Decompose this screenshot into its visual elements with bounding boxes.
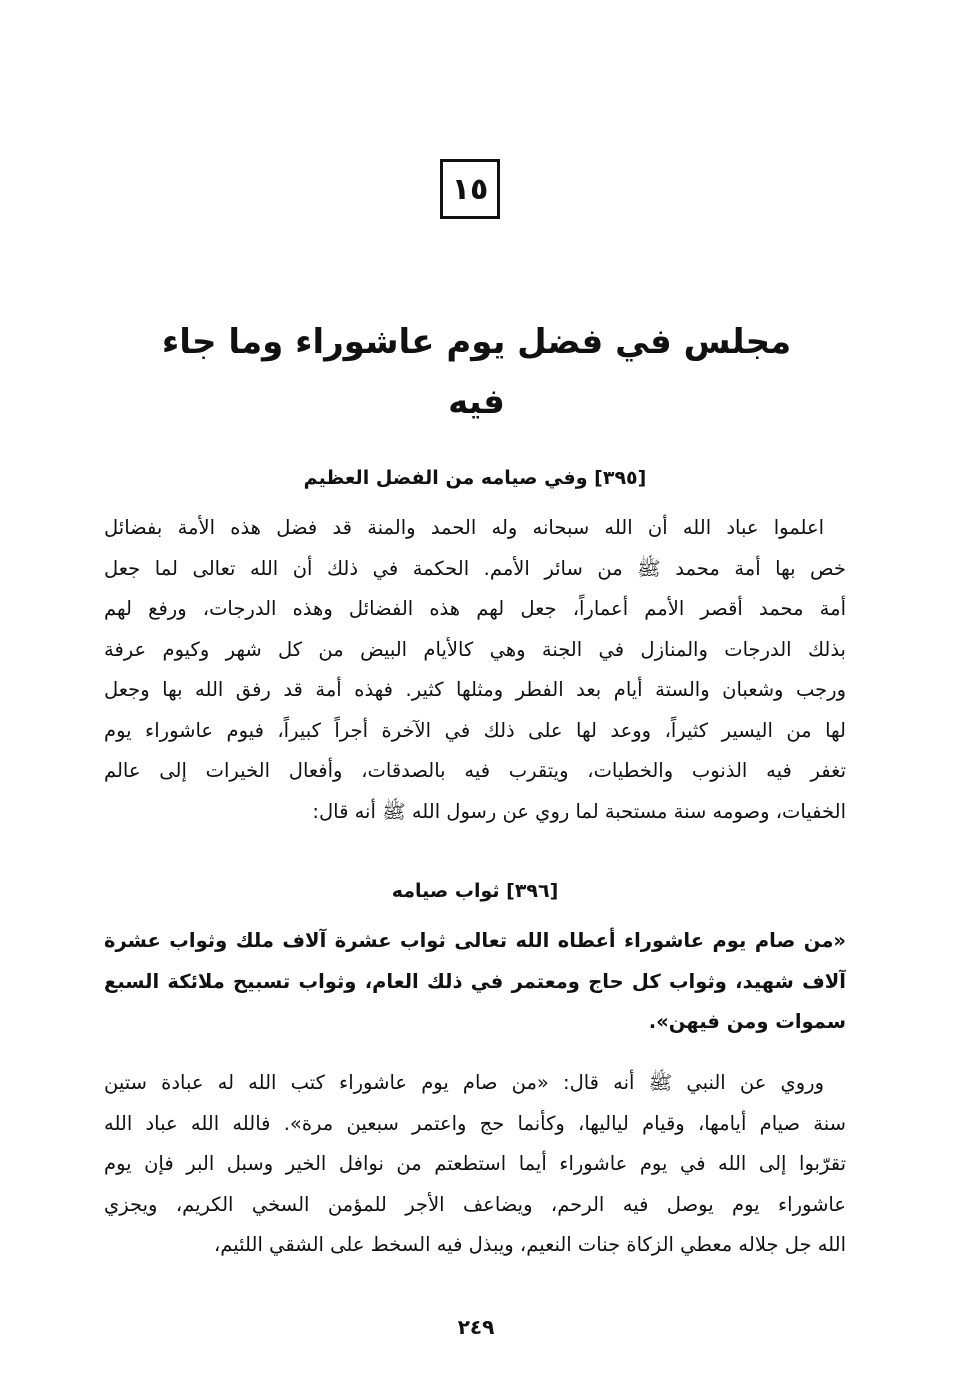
chapter-number-box [440, 159, 500, 219]
page-number: ٢٤٩ [457, 1315, 495, 1339]
text-line: بذلك الدرجات والمنازل في الجنة وهي كالأيام البيض من كل شهر وكيوم عرفة [104, 637, 846, 661]
text-line: تقرّبوا إلى الله في يوم عاشوراء أيما استطعتم من نوافل الخير وسبل البر فإن يوم [104, 1152, 846, 1175]
text-line: آلاف شهيد، وثواب كل حاج ومعتمر في ذلك العام، وثواب تسبيح ملائكة السبع [104, 969, 846, 993]
text-line: الله جل جلاله معطي الزكاة جنات النعيم، ويبذل فيه السخط على الشقي اللئيم، [214, 1233, 846, 1256]
section-396-paragraph [104, 1063, 846, 1266]
chapter-title: مجلس في فضل يوم عاشوراء وما جاء فيه [161, 322, 792, 422]
section-heading-396: [٣٩٦] ثواب صيامه [391, 880, 559, 902]
section-heading-395: [٣٩٥] وفي صيامه من الفضل العظيم [303, 467, 647, 489]
text-line: تغفر فيه الذنوب والخطيات، ويتقرب فيه بالصدقات، وأفعال الخيرات إلى عالم [104, 759, 846, 782]
text-line: لها من اليسير كثيراً، ووعد لها على ذلك في الآخرة أجراً كبيراً، فيوم عاشوراء يوم [104, 718, 846, 742]
text-line: وروي عن النبي ﷺ أنه قال: «من صام يوم عاشوراء كتب الله له عبادة ستين [104, 1071, 824, 1094]
section-395-paragraph [104, 508, 846, 832]
text-line: الخفيات، وصومه سنة مستحبة لما روي عن رسول الله ﷺ أنه قال: [312, 799, 846, 823]
text-line: «من صام يوم عاشوراء أعطاه الله تعالى ثواب عشرة آلاف ملك وثواب عشرة [104, 929, 846, 952]
text-line: خص بها أمة محمد ﷺ من سائر الأمم. الحكمة في ذلك أن الله تعالى لما جعل [104, 556, 846, 580]
text-line: سنة صيام أيامها، وقيام لياليها، وكأنما حج واعتمر سبعين مرة». فالله الله عباد الله [104, 1111, 846, 1135]
text-line: سموات ومن فيهن». [648, 1010, 846, 1033]
text-line: أمة محمد أقصر الأمم أعماراً، جعل لهم هذه الفضائل وهذه الدرجات، ورفع لهم [104, 597, 846, 620]
chapter-number: ١٥ [451, 171, 489, 207]
text-line: عاشوراء يوم يوصل فيه الرحم، ويضاعف الأجر للمؤمن السخي الكريم، ويجزي [104, 1192, 846, 1216]
text-line: ورجب وشعبان والستة أيام بعد الفطر ومثلها كثير. فهذه أمة قد رفق الله بها وجعل [104, 678, 846, 701]
text-line: اعلموا عباد الله أن الله سبحانه وله الحمد والمنة قد فضل هذه الأمة بفضائل [104, 516, 824, 539]
hadith-quote [104, 921, 846, 1043]
